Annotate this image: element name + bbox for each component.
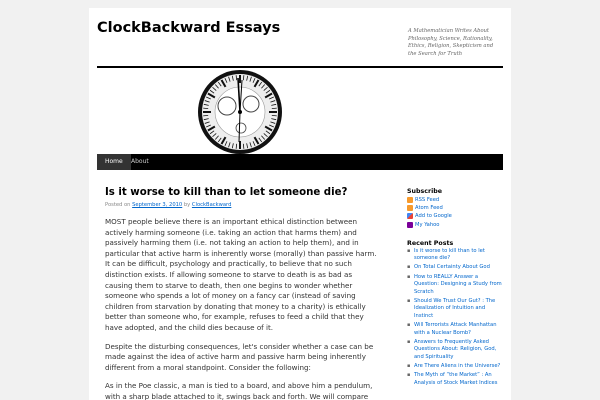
rss-icon: [407, 205, 413, 211]
sidebar: [407, 187, 503, 389]
meta-by: by: [183, 202, 191, 208]
site-description: A Mathematician Writes About Philosophy, Science, Rationality, Ethics, Religion, Skepticism and the Search for Truth: [408, 28, 494, 57]
menu-item-home[interactable]: Home: [97, 154, 131, 170]
post-paragraph: MOST people believe there is an important ethical distinction between actively harming someone (i.e. taking an action that harms them) and passively harming them (i.e. not taking an action to help them), and in particular that active harm is inherently worse (morally) than passive harm. It can be difficult, psychology and practically, to believe that no such distinction exists. If allowing someone to starve to death is as bad as causing them to starve to death, then one begins to wonder whether someone who spends a lot of money on a fancy car (instead of saving children from starvation by donating that money to a charity) is ethically better than someone who, for example, refuses to feed a child that they have adopted, and the child dies because of it.: [105, 217, 377, 332]
feed-label: Add to Google: [415, 213, 452, 220]
clock-icon: [194, 68, 286, 156]
recent-post-link[interactable]: ▪ Are There Aliens in the Universe?: [407, 363, 503, 371]
post-content: [105, 186, 380, 400]
yahoo-icon: [407, 222, 413, 228]
clock-tick: [203, 108, 208, 109]
recent-post-link[interactable]: ▪ How to REALLY Answer a Question: Designing a Study from Scratch: [407, 274, 503, 297]
site-title[interactable]: ClockBackward Essays: [97, 20, 281, 36]
page-wrapper: [89, 8, 511, 400]
recent-post-link[interactable]: ▪ On Total Certainty About God: [407, 264, 503, 272]
post-author-link[interactable]: ClockBackward: [191, 202, 232, 208]
feed-yahoo[interactable]: [407, 221, 503, 229]
feed-rss[interactable]: [407, 196, 503, 204]
recent-post-link[interactable]: ▪ Is it worse to kill than to let someone die?: [407, 248, 503, 263]
clock-tick: [203, 115, 208, 116]
recent-post-link[interactable]: ▪ Answers to Frequently Asked Questions About: Religion, God, and Spirituality: [407, 339, 503, 362]
post-date-link[interactable]: September 3, 2010: [132, 202, 183, 208]
feed-label: RSS Feed: [415, 197, 440, 204]
meta-prefix: Posted on: [105, 202, 131, 208]
feed-google[interactable]: [407, 212, 503, 220]
post-meta: [105, 202, 380, 209]
feed-atom[interactable]: [407, 204, 503, 212]
menu-item-about[interactable]: About: [131, 158, 149, 165]
main-menu: [97, 154, 503, 170]
clock-tick: [272, 115, 277, 116]
header-banner: [97, 68, 503, 154]
rss-icon: [407, 197, 413, 203]
clock-tick: [236, 144, 237, 149]
recent-post-link[interactable]: ▪ Will Terrorists Attack Manhattan with a Nuclear Bomb?: [407, 322, 503, 337]
clock-tick: [243, 144, 244, 149]
feed-label: Atom Feed: [415, 205, 443, 212]
recent-post-link[interactable]: ▪ The Myth of “the Market” : An Analysis of Stock Market Indices: [407, 372, 503, 387]
clock-tick: [243, 75, 244, 80]
recent-post-link[interactable]: ▪ Should We Trust Our Gut? : The Idealization of Intuition and Instinct: [407, 298, 503, 321]
recent-posts-title: Recent Posts: [407, 239, 454, 247]
google-icon: [407, 213, 413, 219]
post-paragraph: Despite the disturbing consequences, let's consider whether a case can be made against the idea of active harm and passive harm being inherently different from a moral standpoint. Consider the following:: [105, 341, 374, 372]
subscribe-title: Subscribe: [407, 188, 443, 195]
clock-tick: [236, 75, 237, 80]
post-title[interactable]: Is it worse to kill than to let someone die?: [105, 187, 348, 198]
clock-tick: [272, 108, 277, 109]
feed-label: My Yahoo: [415, 221, 440, 228]
post-paragraph: As in the Poe classic, a man is tied to a board, and above him a pendulum, with a sharp blade attached to it, swings back and forth. We will compare: [105, 381, 373, 400]
